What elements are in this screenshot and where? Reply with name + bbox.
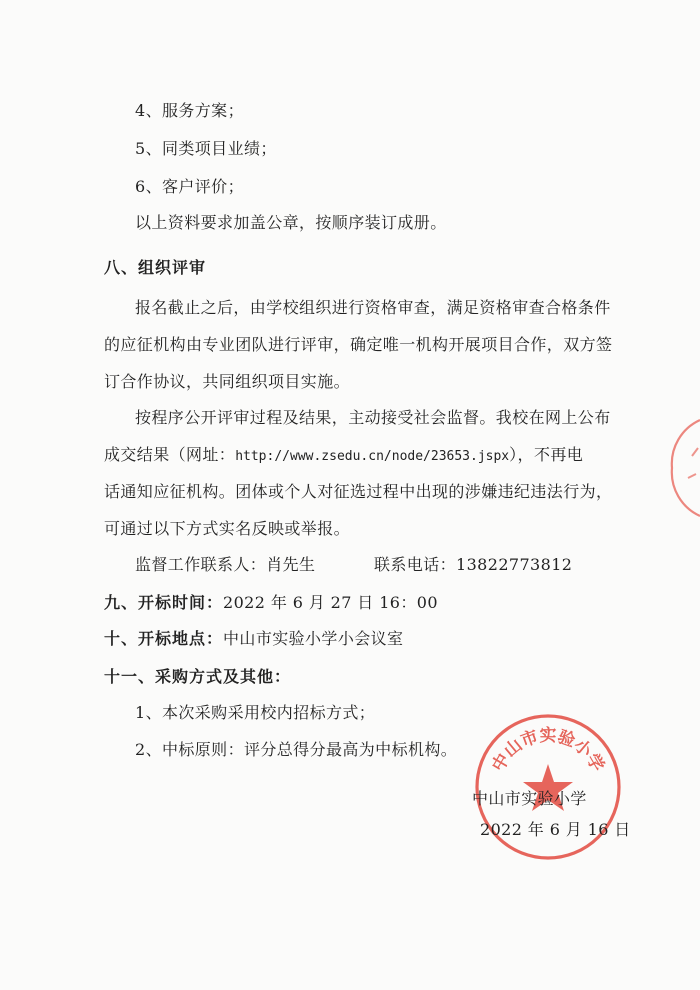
section-10 [104, 628, 403, 650]
paragraph-line [104, 444, 583, 468]
list-item-5: 5、同类项目业绩； [135, 139, 277, 158]
paragraph-line: 订合作协议，共同组织项目实施。 [104, 372, 351, 391]
paragraph-line: 可通过以下方式实名反映或举报。 [104, 519, 351, 538]
section-heading-8: 八、组织评审 [104, 258, 207, 277]
seal-text: 中山市实验小学 [488, 726, 608, 776]
signature-org: 中山市实验小学 [472, 789, 587, 808]
section-heading-11: 十一、采购方式及其他： [104, 667, 292, 686]
paragraph-line: 的应征机构由专业团队进行评审，确定唯一机构开展项目合作，双方签 [104, 335, 613, 354]
url-suffix: ），不再电 [509, 445, 584, 464]
paragraph-line: 报名截止之后，由学校组织进行资格审查，满足资格审查合格条件 [135, 298, 611, 317]
section-9 [104, 592, 438, 614]
contact-person: 监督工作联系人：肖先生 [135, 555, 316, 574]
list-item-4: 4、服务方案； [135, 101, 244, 120]
binding-note: 以上资料要求加盖公章，按顺序装订成册。 [135, 213, 447, 232]
opening-time: 2022 年 6 月 27 日 16：00 [223, 593, 438, 612]
list-item-2: 2、中标原则：评分总得分最高为中标机构。 [135, 740, 458, 759]
list-item-1: 1、本次采购采用校内招标方式； [135, 703, 376, 722]
paragraph-line: 话通知应征机构。团体或个人对征选过程中出现的涉嫌违纪违法行为， [104, 482, 613, 501]
section-heading-9: 九、开标时间： [104, 593, 224, 612]
section-heading-10: 十、开标地点： [104, 629, 224, 648]
list-item-6: 6、客户评价； [135, 177, 244, 196]
paragraph-line: 按程序公开评审过程及结果，主动接受社会监督。我校在网上公布 [135, 408, 611, 427]
signature-date: 2022 年 6 月 16 日 [480, 820, 631, 839]
contact-phone: 联系电话：13822773812 [374, 555, 573, 574]
url-prefix: 成交结果（网址： [104, 445, 236, 464]
partial-stamp-icon [652, 418, 700, 518]
opening-place: 中山市实验小学小会议室 [223, 629, 404, 648]
result-url: http://www.zsedu.cn/node/23653.jspx [235, 449, 510, 464]
